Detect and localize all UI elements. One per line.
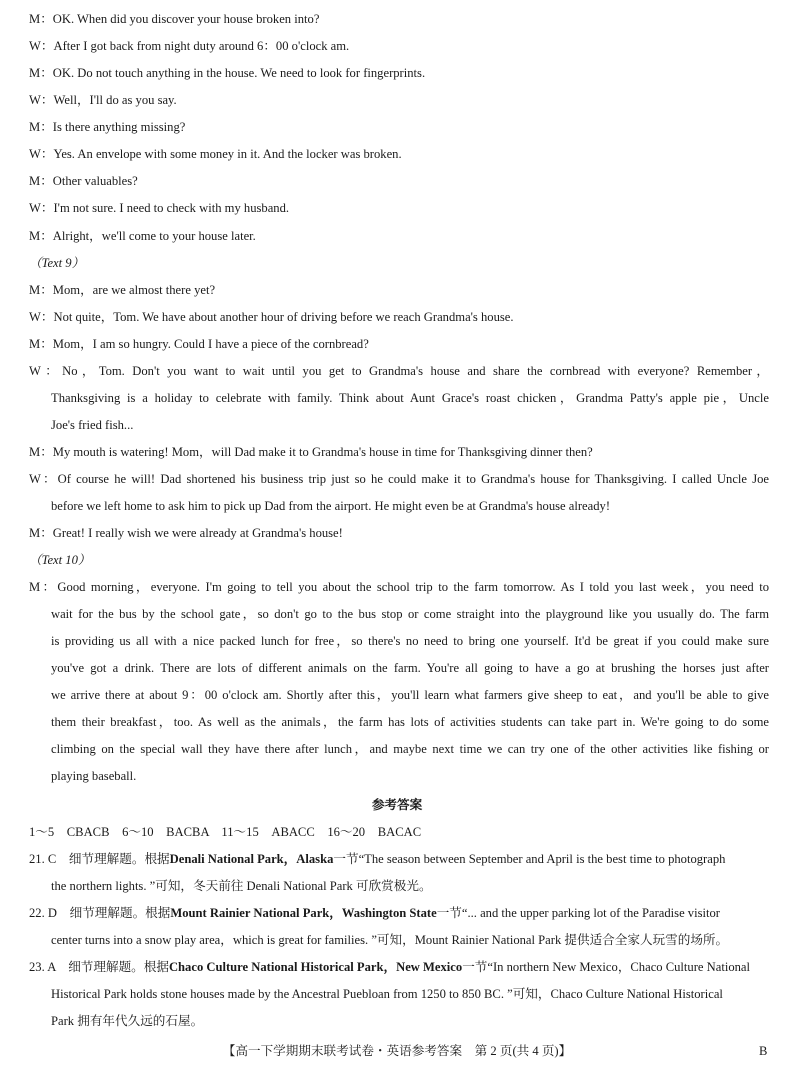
explanation-continued: center turns into a snow play area，which is great for families. ”可知，Mount Rainier National Park 提供适合全家人玩雪的场所。 [51, 933, 729, 947]
dialogue-line: W：Of course he will! Dad shortened his business trip just so he could make it to Grandma's house for Thanksgiving. I called Uncle Joe [29, 472, 769, 486]
explanation-text: 一节“In northern New Mexico，Chaco Culture National [462, 960, 751, 974]
monologue-line: is providing us all with a nice packed lunch for free，so there's no need to bring one yourself. It'd be great if you could make sure [51, 634, 769, 648]
page-footer: 【高一下学期期末联考试卷・英语参考答案 第 2 页(共 4 页)】 [222, 1044, 572, 1058]
explanation-text: 一节“... and the upper parking lot of the Paradise visitor [436, 906, 720, 920]
paper-version-letter: B [759, 1044, 768, 1058]
explanation-continued: the northern lights. ”可知，冬天前往 Denali National Park 可欣赏极光。 [51, 879, 432, 893]
dialogue-line: W：Well，I'll do as you say. [29, 93, 177, 107]
dialogue-line: M：Other valuables? [29, 174, 138, 188]
dialogue-line: M：Great! I really wish we were already at Grandma's house! [29, 526, 343, 540]
answers-heading: 参考答案 [371, 798, 423, 812]
question-23-explanation [29, 959, 769, 975]
answer-key: 1～5 CBACB 6～10 BACBA 11～15 ABACC 16～20 BACAC [29, 825, 422, 839]
dialogue-line: W：No，Tom. Don't you want to wait until you get to Grandma's house and share the cornbread with everyone? Remember， [29, 364, 769, 378]
dialogue-line: M：My mouth is watering! Mom，will Dad make it to Grandma's house in time for Thanksgiving dinner then? [29, 445, 593, 459]
dialogue-line-continued: before we left home to ask him to pick up Dad from the airport. He might even be at Grandma's house already! [51, 499, 611, 513]
section-reference: Denali National Park，Alaska [169, 852, 334, 866]
monologue-line: M：Good morning，everyone. I'm going to tell you about the school trip to the farm tomorrow. As I told you last week，you need to [29, 580, 769, 594]
question-21-explanation [29, 851, 769, 867]
text-10-label: （Text 10） [29, 553, 91, 567]
question-number: 21. C [29, 852, 57, 866]
question-number: 23. A [29, 960, 56, 974]
dialogue-line: M：Is there anything missing? [29, 120, 186, 134]
monologue-line: playing baseball. [51, 769, 137, 783]
dialogue-line: W：I'm not sure. I need to check with my husband. [29, 201, 290, 215]
dialogue-line: M：Mom，are we almost there yet? [29, 283, 216, 297]
text-9-label: （Text 9） [29, 256, 85, 270]
explanation-text: 细节理解题。根据 [57, 906, 171, 920]
dialogue-line-continued: Thanksgiving is a holiday to celebrate with family. Think about Aunt Grace's roast chicken，Grandma Patty's apple pie，Uncle [51, 391, 769, 405]
dialogue-line: M：OK. Do not touch anything in the house. We need to look for fingerprints. [29, 66, 426, 80]
section-reference: Mount Rainier National Park，Washington State [170, 906, 437, 920]
question-number: 22. D [29, 906, 57, 920]
monologue-line: we arrive there at about 9：00 o'clock am. Shortly after this，you'll learn what farmers give sheep to eat，and you'll be able to give [51, 688, 769, 702]
monologue-line: you've got a drink. There are lots of different animals on the farm. You're all going to have a go at brushing the horses just after [51, 661, 769, 675]
dialogue-line: W：After I got back from night duty around 6：00 o'clock am. [29, 39, 350, 53]
dialogue-line: W：Yes. An envelope with some money in it. And the locker was broken. [29, 147, 402, 161]
dialogue-line-continued: Joe's fried fish... [51, 418, 134, 432]
dialogue-line: M：Mom，I am so hungry. Could I have a piece of the cornbread? [29, 337, 369, 351]
explanation-text: 细节理解题。根据 [55, 960, 169, 974]
monologue-line: wait for the bus by the school gate，so don't go to the bus stop or come straight into the playground like you usually do. The farm [51, 607, 769, 621]
section-reference: Chaco Culture National Historical Park，New Mexico [168, 960, 463, 974]
monologue-line: climbing on the special wall they have there after lunch，and maybe next time we can try one of the other activities like fishing or [51, 742, 769, 756]
explanation-text: 一节“The season between September and April is the best time to photograph [333, 852, 726, 866]
explanation-continued: Park 拥有年代久远的石屋。 [51, 1014, 204, 1028]
question-22-explanation [29, 905, 769, 921]
explanation-text: 细节理解题。根据 [56, 852, 170, 866]
dialogue-line: M：Alright，we'll come to your house later. [29, 229, 256, 243]
explanation-continued: Historical Park holds stone houses made by the Ancestral Puebloan from 1250 to 850 BC. ”可知，Chaco Culture National Historical [51, 987, 723, 1001]
dialogue-line: M：OK. When did you discover your house broken into? [29, 12, 320, 26]
monologue-line: them their breakfast，too. As well as the animals，the farm has lots of activities students can take part in. We're going to do some [51, 715, 769, 729]
dialogue-line: W：Not quite，Tom. We have about another hour of driving before we reach Grandma's house. [29, 310, 514, 324]
